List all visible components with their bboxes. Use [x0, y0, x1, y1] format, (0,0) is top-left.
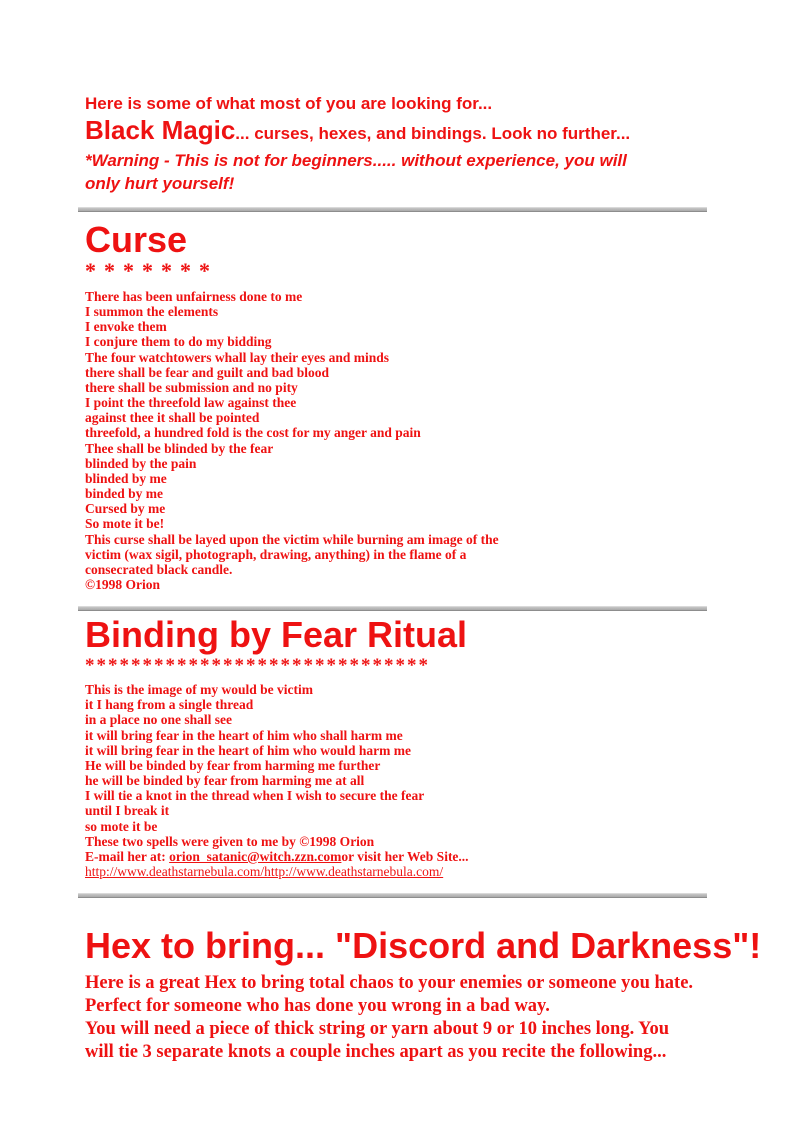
black-magic-line [85, 115, 715, 149]
email-prefix: E-mail her at: [85, 848, 170, 864]
intro-block [85, 92, 715, 195]
text-line: so mote it be [85, 818, 158, 834]
text-line: consecrated black candle. [85, 561, 233, 577]
text-line: I conjure them to do my bidding [85, 334, 272, 350]
hex-intro [85, 972, 715, 1064]
text-line: I point the threefold law against thee [85, 395, 297, 411]
email-line [85, 849, 715, 864]
text-line: Perfect for someone who has done you wrong in a bad way. [85, 996, 550, 1017]
text-line: in a place no one shall see [85, 712, 233, 728]
section-divider [78, 606, 707, 611]
intro-line: Here is some of what most of you are looking for... [85, 94, 493, 113]
text-line: it will bring fear in the heart of him who shall harm me [85, 727, 403, 743]
text-line: I will tie a knot in the thread when I wish to secure the fear [85, 788, 425, 804]
text-line: This is the image of my would be victim [85, 682, 313, 698]
text-line: it will bring fear in the heart of him who would harm me [85, 742, 411, 758]
website-line [85, 864, 715, 879]
text-line: blinded by me [85, 470, 167, 486]
curse-heading: Curse [85, 219, 188, 260]
binding-asterisks: ****************************** [85, 655, 430, 677]
text-line: I summon the elements [85, 304, 219, 320]
curse-asterisks: ******* [85, 258, 218, 283]
binding-heading: Binding by Fear Ritual [85, 614, 468, 656]
warning-line-1: *Warning - This is not for beginners..... without experience, you will [85, 151, 627, 170]
hex-heading: Hex to bring... "Discord and Darkness"! [85, 925, 762, 967]
text-line: it I hang from a single thread [85, 697, 254, 713]
text-line: ©1998 Orion [85, 576, 160, 592]
website-link[interactable]: http://www.deathstarnebula.com/http://www.deathstarnebula.com/ [85, 864, 444, 879]
black-magic-title: Black Magic [85, 115, 236, 145]
curse-poem [85, 289, 715, 592]
text-line: Here is a great Hex to bring total chaos to your enemies or someone you hate. [85, 973, 694, 994]
text-line: there shall be submission and no pity [85, 379, 298, 395]
text-line: These two spells were given to me by ©1998 Orion [85, 833, 375, 849]
text-line: victim (wax sigil, photograph, drawing, anything) in the flame of a [85, 546, 467, 562]
email-suffix: or visit her Web Site... [341, 848, 469, 864]
text-line: until I break it [85, 803, 170, 819]
black-magic-subtitle: ... curses, hexes, and bindings. Look no further... [235, 124, 631, 143]
text-line: will tie 3 separate knots a couple inches apart as you recite the following... [85, 1042, 667, 1063]
text-line: he will be binded by fear from harming me at all [85, 773, 365, 789]
section-divider [78, 207, 707, 212]
text-line: This curse shall be layed upon the victim while burning am image of the [85, 531, 499, 547]
text-line: So mote it be! [85, 516, 165, 532]
text-line: against thee it shall be pointed [85, 410, 260, 426]
binding-poem [85, 682, 715, 849]
text-line: threefold, a hundred fold is the cost for my anger and pain [85, 425, 421, 441]
text-line: There has been unfairness done to me [85, 289, 303, 304]
text-line: I envoke them [85, 319, 167, 335]
section-divider [78, 893, 707, 898]
text-line: He will be binded by fear from harming me further [85, 757, 381, 773]
text-line: there shall be fear and guilt and bad blood [85, 364, 330, 380]
text-line: binded by me [85, 486, 164, 502]
text-line: The four watchtowers whall lay their eyes and minds [85, 349, 390, 365]
text-line: Thee shall be blinded by the fear [85, 440, 274, 456]
text-line: You will need a piece of thick string or yarn about 9 or 10 inches long. You [85, 1019, 669, 1040]
email-link[interactable]: orion_satanic@witch.zzn.com [169, 848, 342, 864]
text-line: Cursed by me [85, 501, 166, 517]
text-line: blinded by the pain [85, 455, 197, 471]
warning-line-2: only hurt yourself! [85, 174, 235, 193]
